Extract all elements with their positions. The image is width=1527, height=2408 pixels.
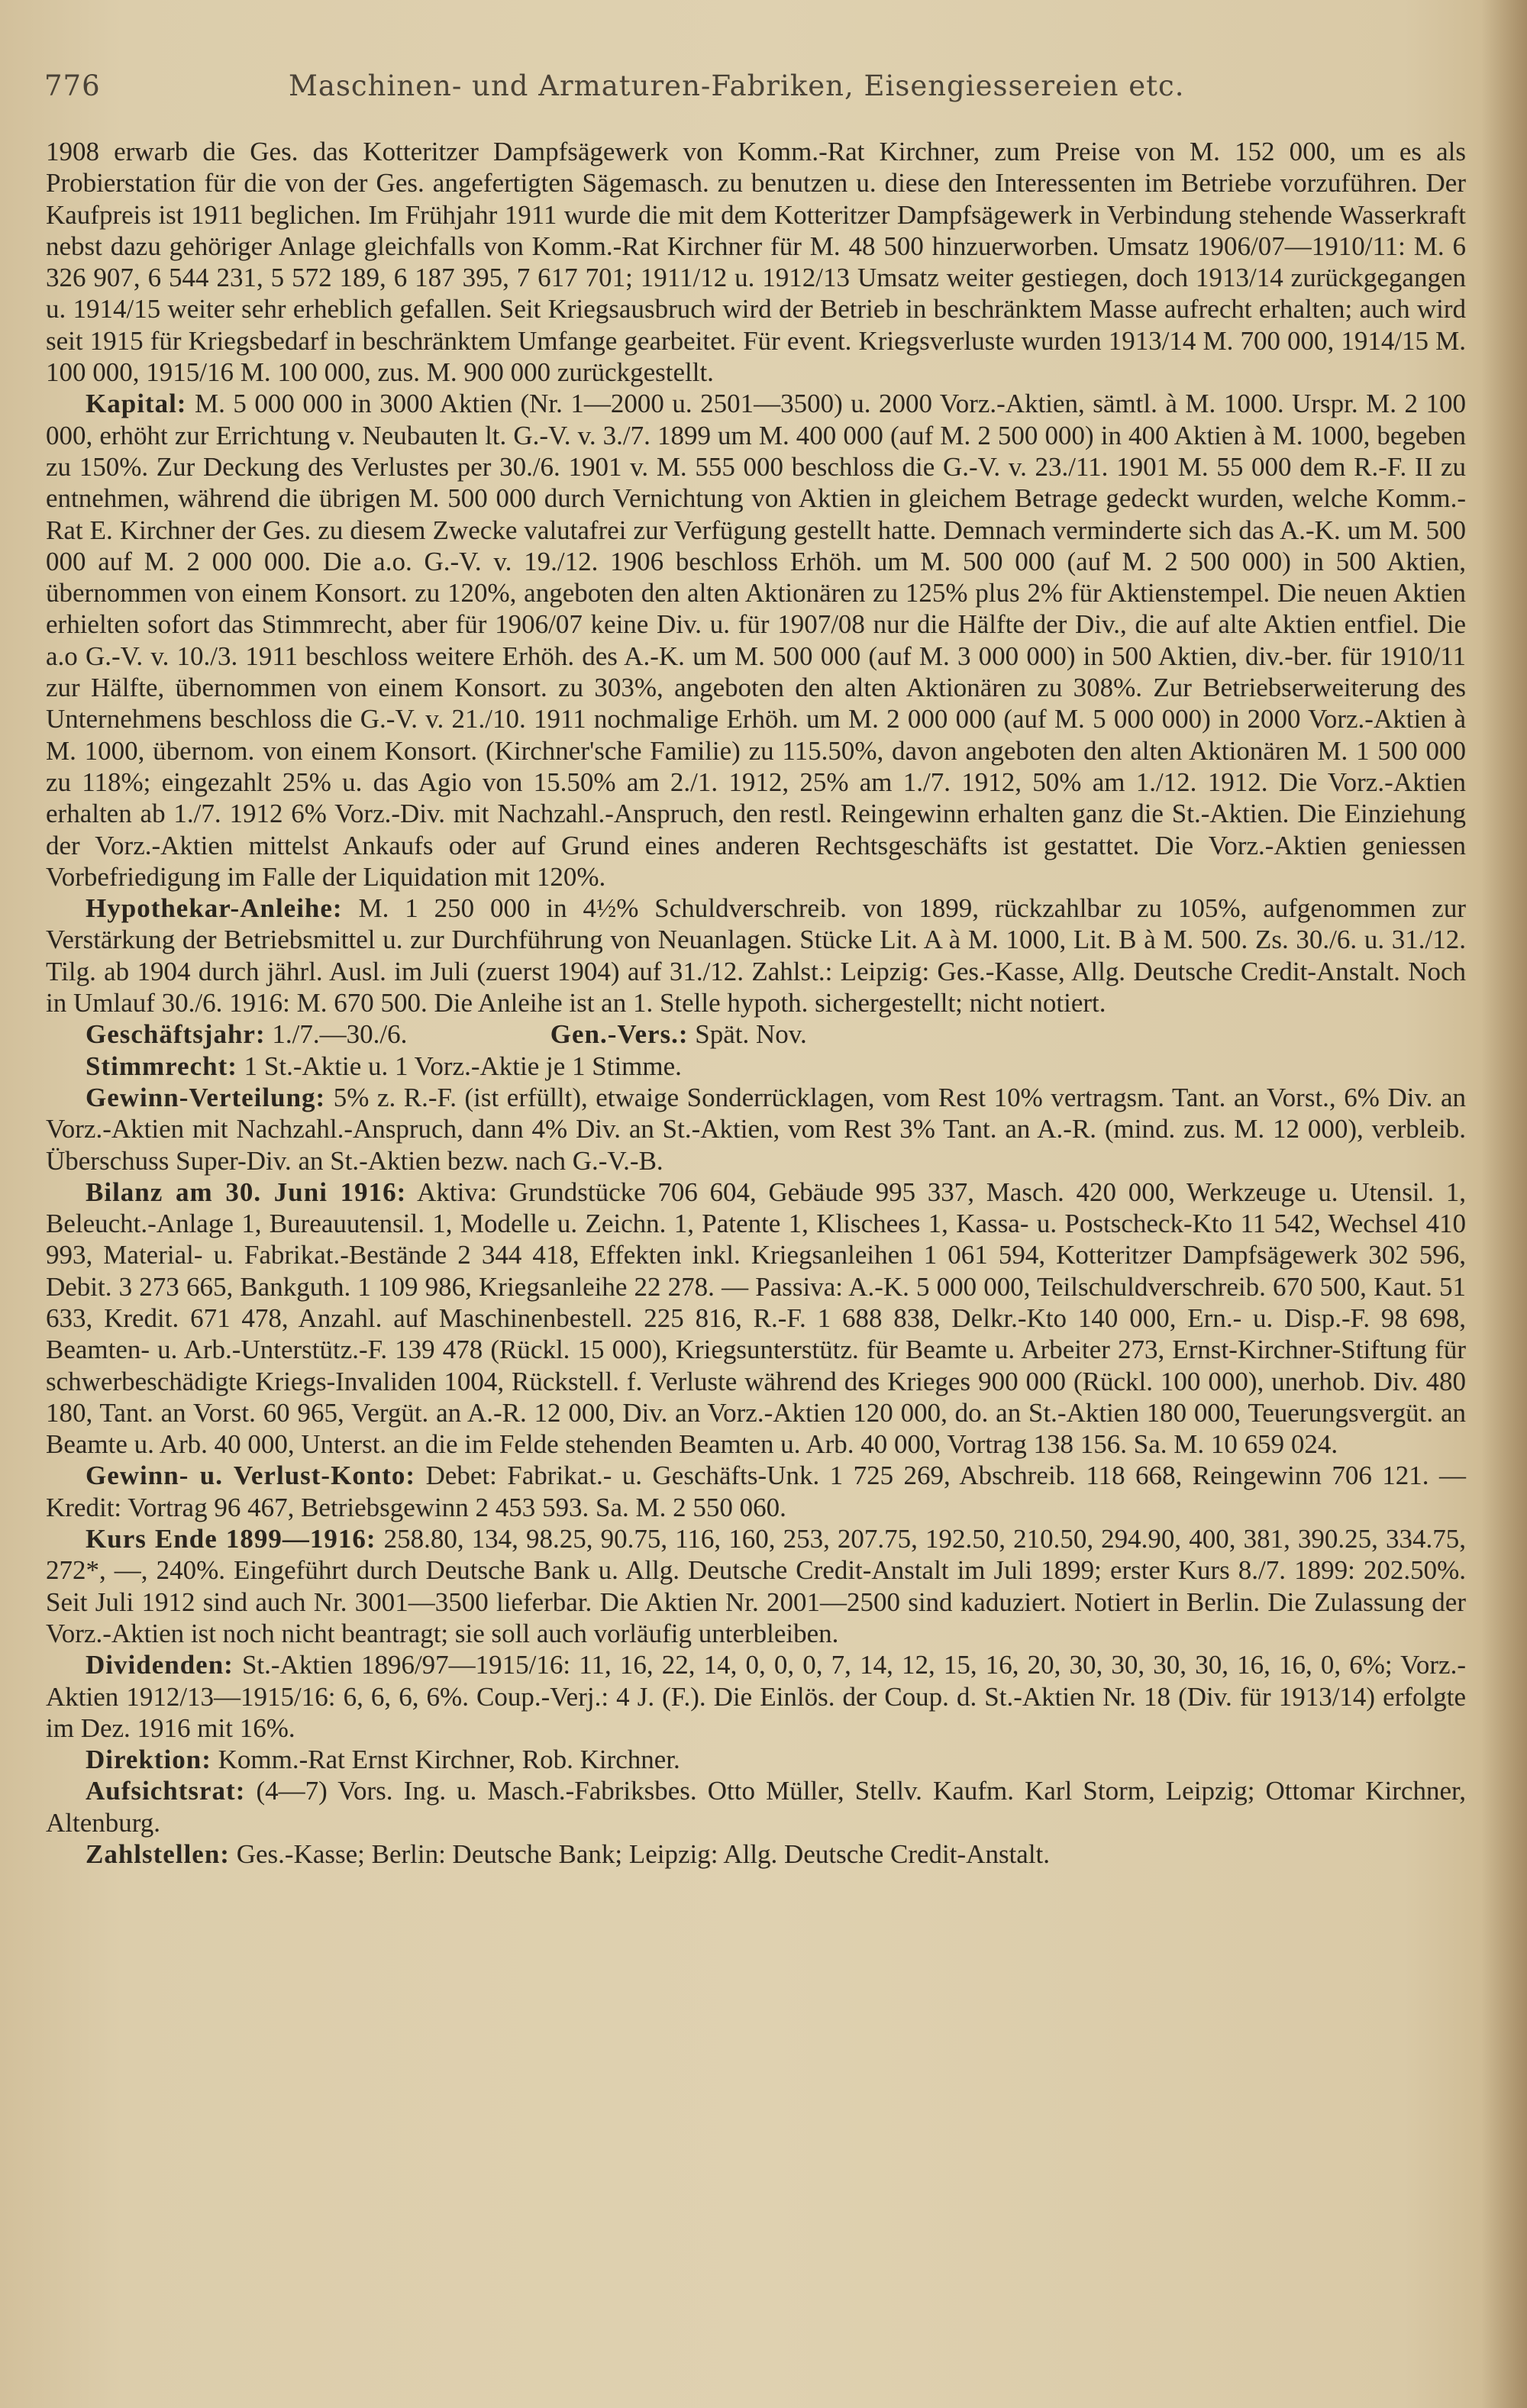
stimmrecht-text: 1 St.-Aktie u. 1 Vorz.-Aktie je 1 Stimme. [244, 1051, 682, 1081]
aufsichtsrat-label: Aufsichtsrat: [86, 1776, 246, 1806]
kurs-text: 258.80, 134, 98.25, 90.75, 116, 160, 253, 207.75, 192.50, 210.50, 294.90, 400, 381, 390.25, 334.75, 272*, —, 240%. Eingeführt durch Deutsche Bank u. Allg. Deutsche Credit-Anstalt im Juli 1899; erster Kurs 8./7. 1899: 202.50%. Seit Juli 1912 sind auch Nr. 3001—3500 lieferbar. Die Aktien Nr. 2001—2500 sind kaduziert. Notiert in Berlin. Die Zulassung der Vorz.-Aktien ist noch nicht beantragt; sie soll auch vorläufig unterbleiben. [46, 1524, 1467, 1648]
hypothekar-paragraph [46, 893, 1466, 1018]
zahlstellen-label: Zahlstellen: [86, 1839, 230, 1870]
bilanz-text: Aktiva: Grundstücke 706 604, Gebäude 995 337, Masch. 420 000, Werkzeuge u. Utensil. 1, Beleucht.-Anlage 1, Bureauutensil. 1, Modelle u. Zeichn. 1, Patente 1, Klischees 1, Kassa- u. Postscheck-Kto 11 542, Wechsel 410 993, Material- u. Fabrikat.-Bestände 2 344 418, Effekten inkl. Kriegsanleihen 1 061 594, Kotteritzer Dampfsägewerk 302 596, Debit. 3 273 665, Bankguth. 1 109 986, Kriegsanleihe 22 278. — Passiva: A.-K. 5 000 000, Teilschuldverschreib. 670 500, Kaut. 51 633, Kredit. 671 478, Anzahl. auf Maschinenbestell. 225 816, R.-F. 1 688 838, Delkr.-Kto 140 000, Ern.- u. Disp.-F. 98 698, Beamten- u. Arb.-Unterstütz.-F. 139 478 (Rückl. 15 000), Kriegsunterstütz. für Beamte u. Arbeiter 273, Ernst-Kirchner-Stiftung für schwerbeschädigte Kriegs-Invaliden 1004, Rückstell. f. Verluste während des Krieges 900 000 (Rückl. 100 000), unerhob. Div. 480 180, Tant. an Vorst. 60 965, Vergüt. an A.-R. 12 000, Div. an Vorz.-Aktien 120 000, do. an St.-Aktien 180 000, Teuerungsvergüt. an Beamte u. Arb. 40 000, Unterst. an die im Felde stehenden Beamten u. Arb. 40 000, Vortrag 138 156. Sa. M. 10 659 024. [46, 1177, 1467, 1460]
genvers-text: Spät. Nov. [695, 1019, 807, 1050]
dividenden-paragraph [46, 1649, 1466, 1744]
page-header [44, 60, 1480, 113]
stimmrecht-label: Stimmrecht: [86, 1051, 237, 1081]
page-edge-shadow [1481, 0, 1527, 2408]
hypothekar-label: Hypothekar-Anleihe: [86, 893, 343, 924]
kurs-paragraph [46, 1523, 1466, 1649]
running-title: Maschinen- und Armaturen-Fabriken, Eisengiessereien etc. [289, 69, 1185, 102]
kapital-label: Kapital: [86, 389, 187, 419]
genvers-label: Gen.-Vers.: [550, 1019, 689, 1050]
hypothekar-text: M. 1 250 000 in 4½% Schuldverschreib. von 1899, rückzahlbar zu 105%, aufgenommen zur Verstärkung der Betriebsmittel u. zur Durchführung von Neuanlagen. Stücke Lit. A à M. 1000, Lit. B à M. 500. Zs. 30./6. u. 31./12. Tilg. ab 1904 durch jährl. Ausl. im Juli (zuerst 1904) auf 31./12. Zahlst.: Leipzig: Ges.-Kasse, Allg. Deutsche Credit-Anstalt. Noch in Umlauf 30./6. 1916: M. 670 500. Die Anleihe ist an 1. Stelle hypoth. sichergestellt; nicht notiert. [46, 893, 1466, 1018]
bilanz-label: Bilanz am 30. Juni 1916: [86, 1177, 407, 1207]
guv-label: Gewinn- u. Verlust-Konto: [86, 1461, 416, 1491]
zahlstellen-paragraph [46, 1838, 1466, 1870]
guv-text: Debet: Fabrikat.- u. Geschäfts-Unk. 1 725 269, Abschreib. 118 668, Reingewinn 706 121. — Kredit: Vortrag 96 467, Betriebsgewinn 2 453 593. Sa. M. 2 550 060. [46, 1461, 1467, 1522]
direktion-label: Direktion: [86, 1745, 211, 1775]
geschaeftsjahr-paragraph [46, 1018, 1466, 1050]
kurs-label: Kurs Ende 1899—1916: [86, 1524, 376, 1554]
guv-paragraph [46, 1460, 1466, 1523]
gewinn-verteilung-label: Gewinn-Verteilung: [86, 1082, 326, 1112]
bilanz-paragraph [46, 1177, 1466, 1461]
kapital-paragraph [46, 388, 1466, 893]
geschaeftsjahr-label: Geschäftsjahr: [86, 1019, 266, 1050]
direktion-paragraph [46, 1744, 1466, 1775]
dividenden-label: Dividenden: [86, 1650, 234, 1680]
zahlstellen-text: Ges.-Kasse; Berlin: Deutsche Bank; Leipzig: Allg. Deutsche Credit-Anstalt. [236, 1839, 1051, 1870]
geschaeftsjahr-pair [86, 1018, 544, 1050]
intro-paragraph: 1908 erwarb die Ges. das Kotteritzer Dampfsägewerk von Komm.-Rat Kirchner, zum Preise von M. 152 000, um es als Probierstation für die von der Ges. angefertigten Sägemasch. zu benutzen u. diese den Interessenten im Betriebe vorzuführen. Der Kaufpreis ist 1911 beglichen. Im Frühjahr 1911 wurde die mit dem Kotteritzer Dampfsägewerk in Verbindung stehende Wasserkraft nebst dazu gehöriger Anlage gleichfalls von Komm.-Rat Kirchner für M. 48 500 hinzuerworben. Umsatz 1906/07—1910/11: M. 6 326 907, 6 544 231, 5 572 189, 6 187 395, 7 617 701; 1911/12 u. 1912/13 Umsatz weiter gestiegen, doch 1913/14 zurückgegangen u. 1914/15 weiter sehr erheblich gefallen. Seit Kriegsausbruch wird der Betrieb in beschränktem Masse aufrecht erhalten; auch wird seit 1915 für Kriegsbedarf in beschränktem Umfange gearbeitet. Für event. Kriegsverluste wurden 1913/14 M. 700 000, 1914/15 M. 100 000, 1915/16 M. 100 000, zus. M. 900 000 zurückgestellt. [46, 137, 1466, 388]
aufsichtsrat-text: (4—7) Vors. Ing. u. Masch.-Fabriksbes. Otto Müller, Stellv. Kaufm. Karl Storm, Leipzig; Ottomar Kirchner, Altenburg. [46, 1776, 1466, 1838]
aufsichtsrat-paragraph [46, 1775, 1466, 1838]
page-number: 776 [44, 69, 101, 102]
dividenden-text: St.-Aktien 1896/97—1915/16: 11, 16, 22, 14, 0, 0, 0, 7, 14, 12, 15, 16, 20, 30, 30, 30, 30, 16, 16, 0, 6%; Vorz.-Aktien 1912/13—1915/16: 6, 6, 6, 6%. Coup.-Verj.: 4 J. (F.). Die Einlös. der Coup. d. St.-Aktien Nr. 18 (Div. für 1913/14) erfolgte im Dez. 1916 mit 16%. [46, 1650, 1466, 1743]
stimmrecht-paragraph [46, 1051, 1466, 1082]
kapital-text: M. 5 000 000 in 3000 Aktien (Nr. 1—2000 u. 2501—3500) u. 2000 Vorz.-Aktien, sämtl. à M. 1000. Urspr. M. 2 100 000, erhöht zur Errichtung v. Neubauten lt. G.-V. v. 3./7. 1899 um M. 400 000 (auf M. 2 500 000) in 400 Aktien à M. 1000, begeben zu 150%. Zur Deckung des Verlustes per 30./6. 1901 v. M. 555 000 beschloss die G.-V. v. 23./11. 1901 M. 55 000 dem R.-F. II zu entnehmen, während die übrigen M. 500 000 durch Vernichtung von Aktien in gleichem Betrage gedeckt wurden, welche Komm.-Rat E. Kirchner der Ges. zu diesem Zwecke valutafrei zur Verfügung gestellt hatte. Demnach verminderte sich das A.-K. um M. 500 000 auf M. 2 000 000. Die a.o. G.-V. v. 19./12. 1906 beschloss Erhöh. um M. 500 000 (auf M. 2 500 000) in 500 Aktien, übernommen von einem Konsort. zu 120%, angeboten den alten Aktionären zu 125% plus 2% für Aktienstempel. Die neuen Aktien erhielten sofort das Stimmrecht, aber für 1906/07 keine Div. u. für 1907/08 nur die Hälfte der Div., die auf alte Aktien entfiel. Die a.o G.-V. v. 10./3. 1911 beschloss weitere Erhöh. des A.-K. um M. 500 000 (auf M. 3 000 000) in 500 Aktien, div.-ber. für 1910/11 zur Hälfte, übernommen von einem Konsort. zu 303%, angeboten den alten Aktionären zu 308%. Zur Betriebserweiterung des Unternehmens beschloss die G.-V. v. 21./10. 1911 nochmalige Erhöh. um M. 2 000 000 (auf M. 5 000 000) in 2000 Vorz.-Aktien à M. 1000, übernom. von einem Konsort. (Kirchner'sche Familie) zu 115.50%, davon angeboten den alten Aktionären M. 1 500 000 zu 118%; eingezahlt 25% u. das Agio von 15.50% am 2./1. 1912, 25% am 1./7. 1912, 50% am 1./12. 1912. Die Vorz.-Aktien erhalten ab 1./7. 1912 6% Vorz.-Div. mit Nachzahl.-Anspruch, den restl. Reingewinn erhalten ganz die St.-Aktien. Die Einziehung der Vorz.-Aktien mittelst Ankaufs oder auf Grund eines anderen Rechtsgeschäfts ist gestattet. Die Vorz.-Aktien geniessen Vorbefriedigung im Falle der Liquidation mit 120%. [46, 389, 1466, 892]
gewinn-verteilung-paragraph [46, 1082, 1466, 1177]
body-text [46, 136, 1466, 1870]
direktion-text: Komm.-Rat Ernst Kirchner, Rob. Kirchner. [218, 1745, 680, 1775]
geschaeftsjahr-text: 1./7.—30./6. [272, 1019, 408, 1050]
gewinn-verteilung-text: 5% z. R.-F. (ist erfüllt), etwaige Sonderrücklagen, vom Rest 10% vertragsm. Tant. an Vorst., 6% Div. an Vorz.-Aktien mit Nachzahl.-Anspruch, dann 4% Div. an St.-Aktien, vom Rest 3% Tant. an A.-R. (mind. zus. M. 12 000), verbleib. Überschuss Super-Div. an St.-Aktien bezw. nach G.-V.-B. [46, 1082, 1467, 1176]
